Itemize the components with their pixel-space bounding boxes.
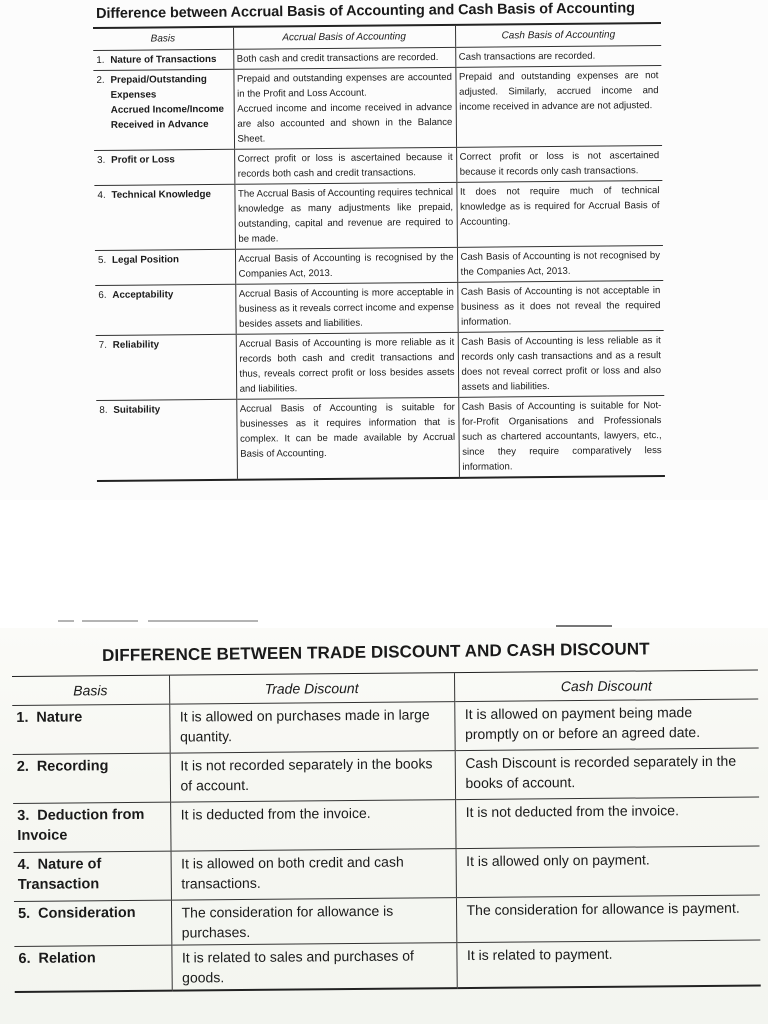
accrual-text: Accrual Basis of Accounting is suitable for businesses as it requires information that is complex. It can be made available by Accrual Basis of Accounting.	[239, 401, 456, 460]
basis-label: Prepaid/Outstanding	[110, 74, 207, 86]
basis-label: Deduction from Invoice	[17, 806, 145, 844]
header-accrual-basis: Accrual Basis of Accounting	[233, 25, 455, 49]
header-trade-discount: Trade Discount	[169, 673, 454, 704]
cash-cell: Cash transactions are recorded.	[455, 46, 661, 68]
table-row	[12, 699, 758, 755]
header-basis: Basis	[12, 675, 169, 705]
basis-label: Acceptability	[112, 289, 174, 301]
cash-discount-cell: It is not deducted from the invoice.	[455, 797, 759, 849]
basis-cell	[14, 945, 171, 992]
basis-cell	[95, 249, 235, 285]
accrual-vs-cash-table	[93, 22, 665, 482]
row-number: 5.	[18, 905, 31, 922]
basis-label: Reliability	[112, 339, 160, 351]
accrual-cell	[234, 182, 457, 249]
accrual-cell	[236, 332, 459, 399]
basis-label-continued: Accrued Income/Income Received in Advance	[110, 103, 225, 131]
trade-discount-cell: It is allowed on both credit and cash transactions.	[171, 849, 456, 900]
accrual-text: Accrual Basis of Accounting is more reliable as it records both cash and credit transactions and thus, reveals correct profit or loss besides assets and liabilities.	[239, 336, 455, 395]
basis-label: Nature of Transactions	[110, 53, 217, 66]
row-number: 5.	[97, 254, 107, 266]
accrual-cell	[235, 247, 457, 284]
basis-cell	[93, 49, 233, 70]
basis-cell	[96, 399, 237, 481]
accrual-cell	[235, 282, 457, 334]
basis-label: Profit or Loss	[111, 154, 175, 166]
row-number: 7.	[98, 339, 107, 351]
basis-cell	[13, 802, 170, 852]
cash-cell: Cash Basis of Accounting is less reliable as it records only cash transactions and as a result does not reveal correct profit or loss and also assets and liabilities.	[458, 331, 665, 398]
accrual-text: Accrued income and income received in advance are also accounted and shown in the Balance Sheet.	[237, 101, 453, 145]
table-row	[94, 146, 662, 186]
table-row	[14, 895, 760, 947]
cash-cell: Cash Basis of Accounting is not recognised by the Companies Act, 2013.	[457, 246, 663, 283]
cash-discount-cell: It is allowed only on payment.	[456, 846, 760, 898]
row-number: 4.	[17, 856, 30, 873]
basis-cell	[93, 69, 234, 150]
table-row	[13, 797, 759, 853]
cash-discount-cell: It is allowed on payment being made promptly on or before an agreed date.	[454, 699, 758, 751]
row-number: 4.	[97, 189, 106, 201]
basis-label: Nature of Transaction	[17, 856, 102, 893]
basis-cell	[14, 851, 171, 901]
cash-cell: Prepaid and outstanding expenses are not adjusted. Similarly, accrued income and income received in advance are not adjusted.	[455, 66, 662, 148]
table-row	[96, 396, 665, 481]
table-row	[96, 331, 665, 401]
accrual-text: Accrual Basis of Accounting is recognised by the Companies Act, 2013.	[238, 251, 454, 280]
cash-cell: It does not require much of technical knowledge as is required for Accrual Basis of Accounting.	[456, 181, 663, 248]
accrual-cell	[236, 397, 459, 479]
basis-cell	[12, 704, 169, 754]
cash-discount-cell: Cash Discount is recorded separately in the books of account.	[455, 748, 759, 800]
accrual-vs-cash-title: Difference between Accrual Basis of Accounting and Cash Basis of Accounting	[96, 0, 635, 22]
table-row	[95, 246, 663, 286]
accrual-text: Correct profit or loss is ascertained because it records both cash and credit transactions.	[237, 151, 453, 180]
trade-discount-cell: It is allowed on purchases made in large quantity.	[169, 702, 454, 753]
row-number: 6.	[18, 950, 31, 967]
row-number: 3.	[17, 807, 30, 824]
table-row	[14, 846, 760, 902]
accrual-text: The Accrual Basis of Accounting requires technical knowledge as many adjustments like prepaid, outstanding, capital and revenue are required to be made.	[237, 186, 454, 245]
cash-cell: Cash Basis of Accounting is not acceptable in business as it does not reveal the required information.	[457, 281, 663, 333]
trade-discount-cell: The consideration for allowance is purchases.	[171, 898, 456, 945]
cash-discount-cell: The consideration for allowance is payment.	[456, 895, 760, 943]
table-row	[13, 748, 759, 804]
table-row	[94, 181, 663, 251]
header-basis: Basis	[93, 27, 233, 51]
basis-cell	[14, 900, 171, 946]
table-row	[14, 940, 760, 992]
short-divider-line	[556, 625, 612, 627]
basis-label: Technical Knowledge	[111, 188, 211, 201]
cash-discount-cell: It is related to payment.	[456, 940, 760, 988]
row-number: 3.	[97, 154, 106, 166]
basis-cell	[94, 184, 235, 250]
basis-label: Relation	[38, 950, 96, 967]
row-number: 1.	[96, 54, 105, 66]
basis-cell	[95, 284, 235, 335]
header-cash-basis: Cash Basis of Accounting	[455, 23, 661, 47]
accrual-cell	[234, 147, 456, 184]
accrual-cell	[233, 47, 455, 69]
basis-label: Legal Position	[111, 254, 180, 266]
table-row	[93, 66, 662, 151]
row-number: 1.	[16, 709, 29, 726]
partial-divider-line	[58, 620, 258, 622]
row-number: 6.	[98, 289, 107, 301]
basis-label: Recording	[36, 758, 109, 775]
basis-cell	[13, 753, 170, 803]
basis-label: Nature	[36, 709, 83, 726]
accrual-cell	[233, 67, 456, 149]
trade-discount-cell: It is related to sales and purchases of goods.	[171, 943, 456, 991]
basis-cell	[96, 334, 237, 400]
accrual-text: Prepaid and outstanding expenses are accounted in the Profit and Loss Account.	[236, 71, 453, 100]
basis-label-continued: Expenses	[110, 89, 157, 101]
row-number: 2.	[16, 758, 29, 775]
table-row	[95, 281, 663, 336]
cash-cell: Correct profit or loss is not ascertained because it records only cash transactions.	[456, 146, 662, 183]
trade-vs-cash-discount-title: DIFFERENCE BETWEEN TRADE DISCOUNT AND CASH DISCOUNT	[102, 639, 650, 665]
trade-discount-cell: It is not recorded separately in the books of account.	[170, 751, 455, 802]
accrual-text: Both cash and credit transactions are recorded.	[236, 51, 439, 65]
basis-label: Consideration	[38, 904, 136, 922]
trade-vs-cash-discount-table	[12, 669, 761, 992]
basis-label: Suitability	[113, 404, 161, 416]
basis-cell	[94, 149, 234, 185]
trade-discount-cell: It is deducted from the invoice.	[170, 800, 455, 851]
row-number: 8.	[99, 404, 108, 416]
cash-cell: Cash Basis of Accounting is suitable for Not-for-Profit Organisations and Professionals such as chartered accountants, lawyers, etc., since they require comparatively less information.	[458, 396, 665, 478]
accrual-text: Accrual Basis of Accounting is more acceptable in business as it reveals correct income and expense besides assets and liabilities.	[238, 286, 455, 330]
row-number: 2.	[96, 74, 105, 86]
header-cash-discount: Cash Discount	[454, 670, 758, 702]
